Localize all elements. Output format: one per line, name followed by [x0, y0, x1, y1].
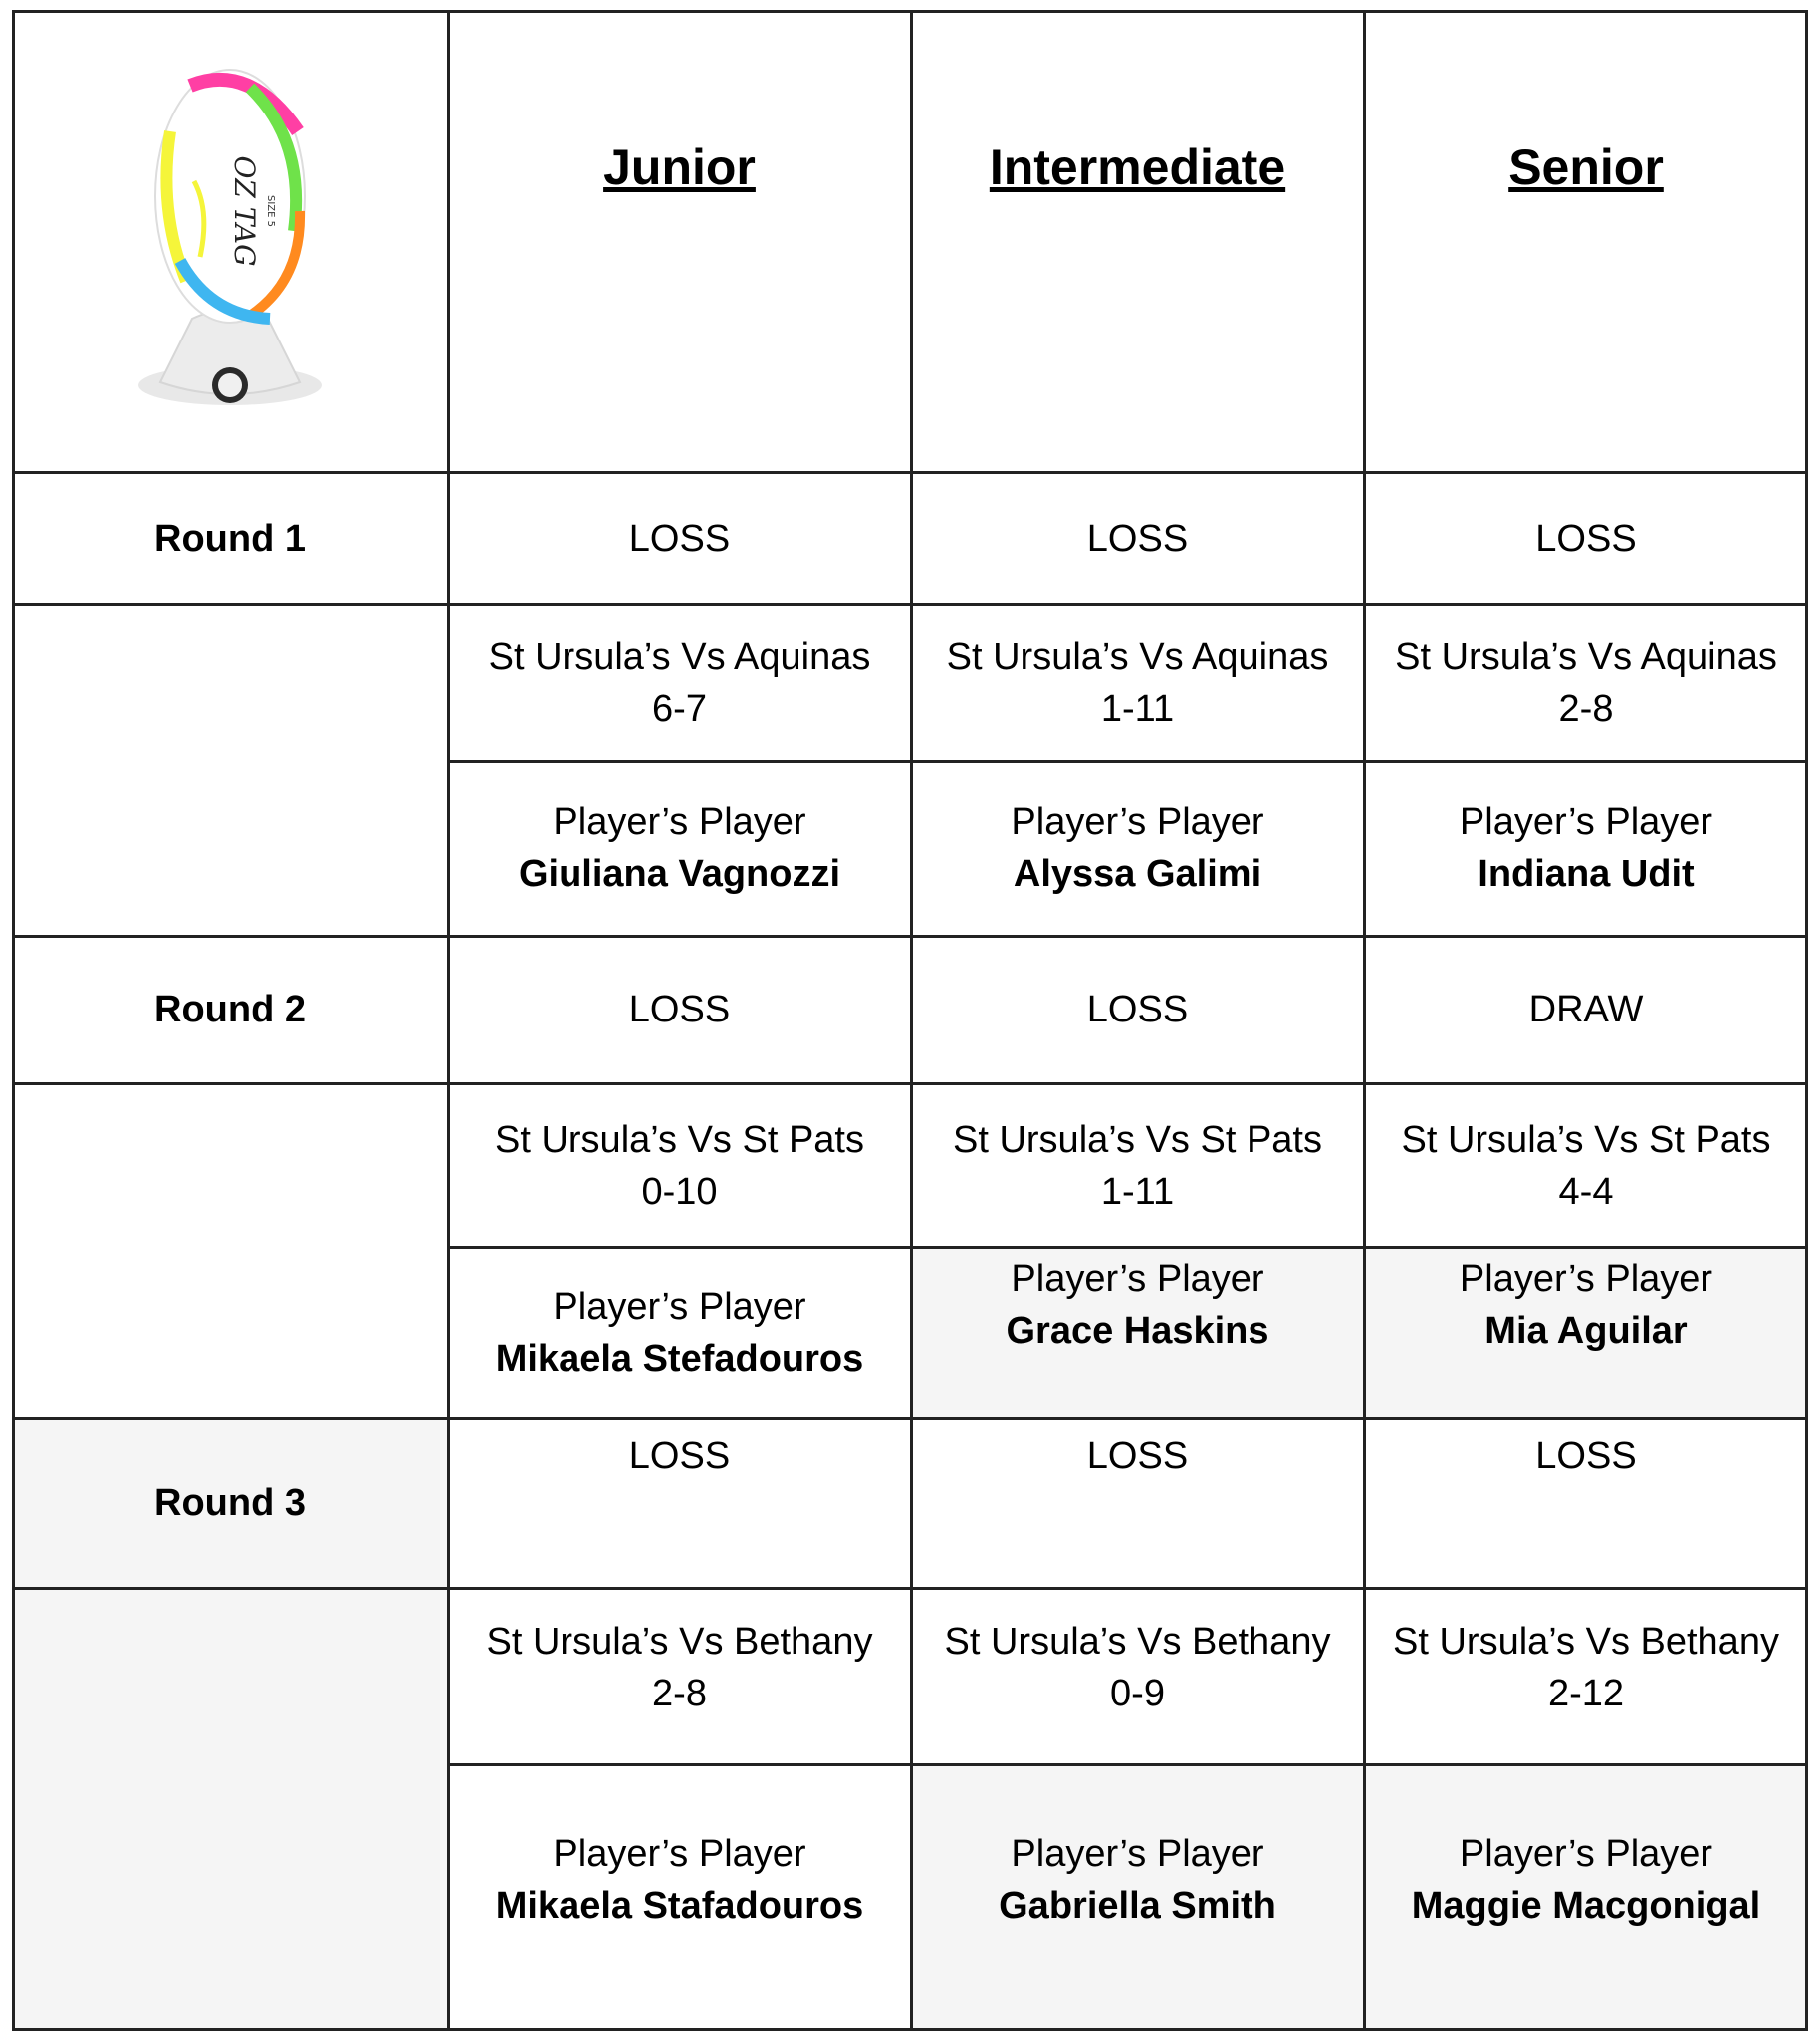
match-r2-senior: St Ursula’s Vs St Pats 4-4: [1401, 1118, 1771, 1213]
header-senior: [1364, 10, 1808, 472]
player-r1-senior: Player’s Player Indiana Udit: [1459, 801, 1713, 895]
grid-line: [447, 10, 450, 2031]
grid-line: [910, 10, 913, 2031]
results-table: [12, 10, 1808, 2031]
match-r3-senior: St Ursula’s Vs Bethany 2-12: [1393, 1621, 1779, 1714]
grid-line: [12, 1082, 1808, 1085]
grid-line: [12, 471, 1808, 474]
result-r3-junior: LOSS: [628, 1435, 731, 1476]
grid-line: [12, 2028, 1808, 2031]
player-r2-junior: Player’s Player Mikaela Stefadouros: [495, 1285, 864, 1380]
player-r3-intermediate: Player’s Player Gabriella Smith: [999, 1833, 1276, 1926]
player-r3-senior: Player’s Player Maggie Macgonigal: [1411, 1833, 1761, 1926]
grid-line: [12, 603, 1808, 606]
result-r1-junior: LOSS: [628, 517, 731, 560]
ball-brand-text: OZ TAG: [228, 155, 261, 267]
result-r1-intermediate: LOSS: [1086, 517, 1189, 560]
grid-line: [12, 1587, 1808, 1590]
round-2-label: Round 2: [154, 989, 306, 1030]
shade-r3-left: [12, 1588, 448, 2031]
header-intermediate-label: Intermediate: [989, 139, 1286, 195]
grid-line: [12, 1417, 1808, 1420]
player-r1-junior: Player’s Player Giuliana Vagnozzi: [518, 801, 841, 895]
round-1-label: Round 1: [154, 517, 306, 560]
grid-line: [447, 760, 1808, 763]
match-r2-junior: St Ursula’s Vs St Pats 0-10: [495, 1118, 864, 1213]
grid-line: [1363, 10, 1366, 2031]
match-r1-junior: St Ursula’s Vs Aquinas 6-7: [488, 635, 871, 730]
logo-cell: [12, 10, 448, 472]
header-junior: [448, 10, 911, 472]
player-r2-senior: Player’s Player Mia Aguilar: [1459, 1258, 1713, 1352]
match-r3-intermediate: St Ursula’s Vs Bethany 0-9: [944, 1621, 1331, 1714]
match-r2-intermediate: St Ursula’s Vs St Pats 1-11: [953, 1118, 1322, 1213]
oz-tag-ball-logo: [130, 62, 330, 420]
match-r1-senior: St Ursula’s Vs Aquinas 2-8: [1395, 635, 1777, 730]
result-r3-intermediate: LOSS: [1086, 1435, 1189, 1476]
result-r2-senior: DRAW: [1528, 989, 1644, 1030]
grid-line: [12, 10, 15, 2031]
grid-line: [1805, 10, 1808, 2031]
player-r3-junior: Player’s Player Mikaela Stafadouros: [495, 1833, 864, 1926]
header-intermediate: [911, 10, 1364, 472]
result-r1-senior: LOSS: [1535, 517, 1637, 560]
grid-line: [12, 935, 1808, 938]
grid-line: [447, 1246, 1808, 1249]
player-r1-intermediate: Player’s Player Alyssa Galimi: [1011, 801, 1264, 895]
player-r2-intermediate: Player’s Player Grace Haskins: [1006, 1258, 1269, 1352]
round-3-label: Round 3: [154, 1481, 306, 1524]
match-r3-junior: St Ursula’s Vs Bethany 2-8: [486, 1621, 873, 1714]
result-r2-junior: LOSS: [628, 989, 731, 1030]
result-r3-senior: LOSS: [1535, 1435, 1637, 1476]
header-junior-label: Junior: [603, 139, 756, 195]
match-r1-intermediate: St Ursula’s Vs Aquinas 1-11: [946, 635, 1329, 730]
grid-line: [447, 1763, 1808, 1766]
header-senior-label: Senior: [1508, 139, 1664, 195]
result-r2-intermediate: LOSS: [1086, 989, 1189, 1030]
grid-line: [12, 10, 1808, 13]
ball-size-text: SIZE 5: [265, 194, 276, 228]
